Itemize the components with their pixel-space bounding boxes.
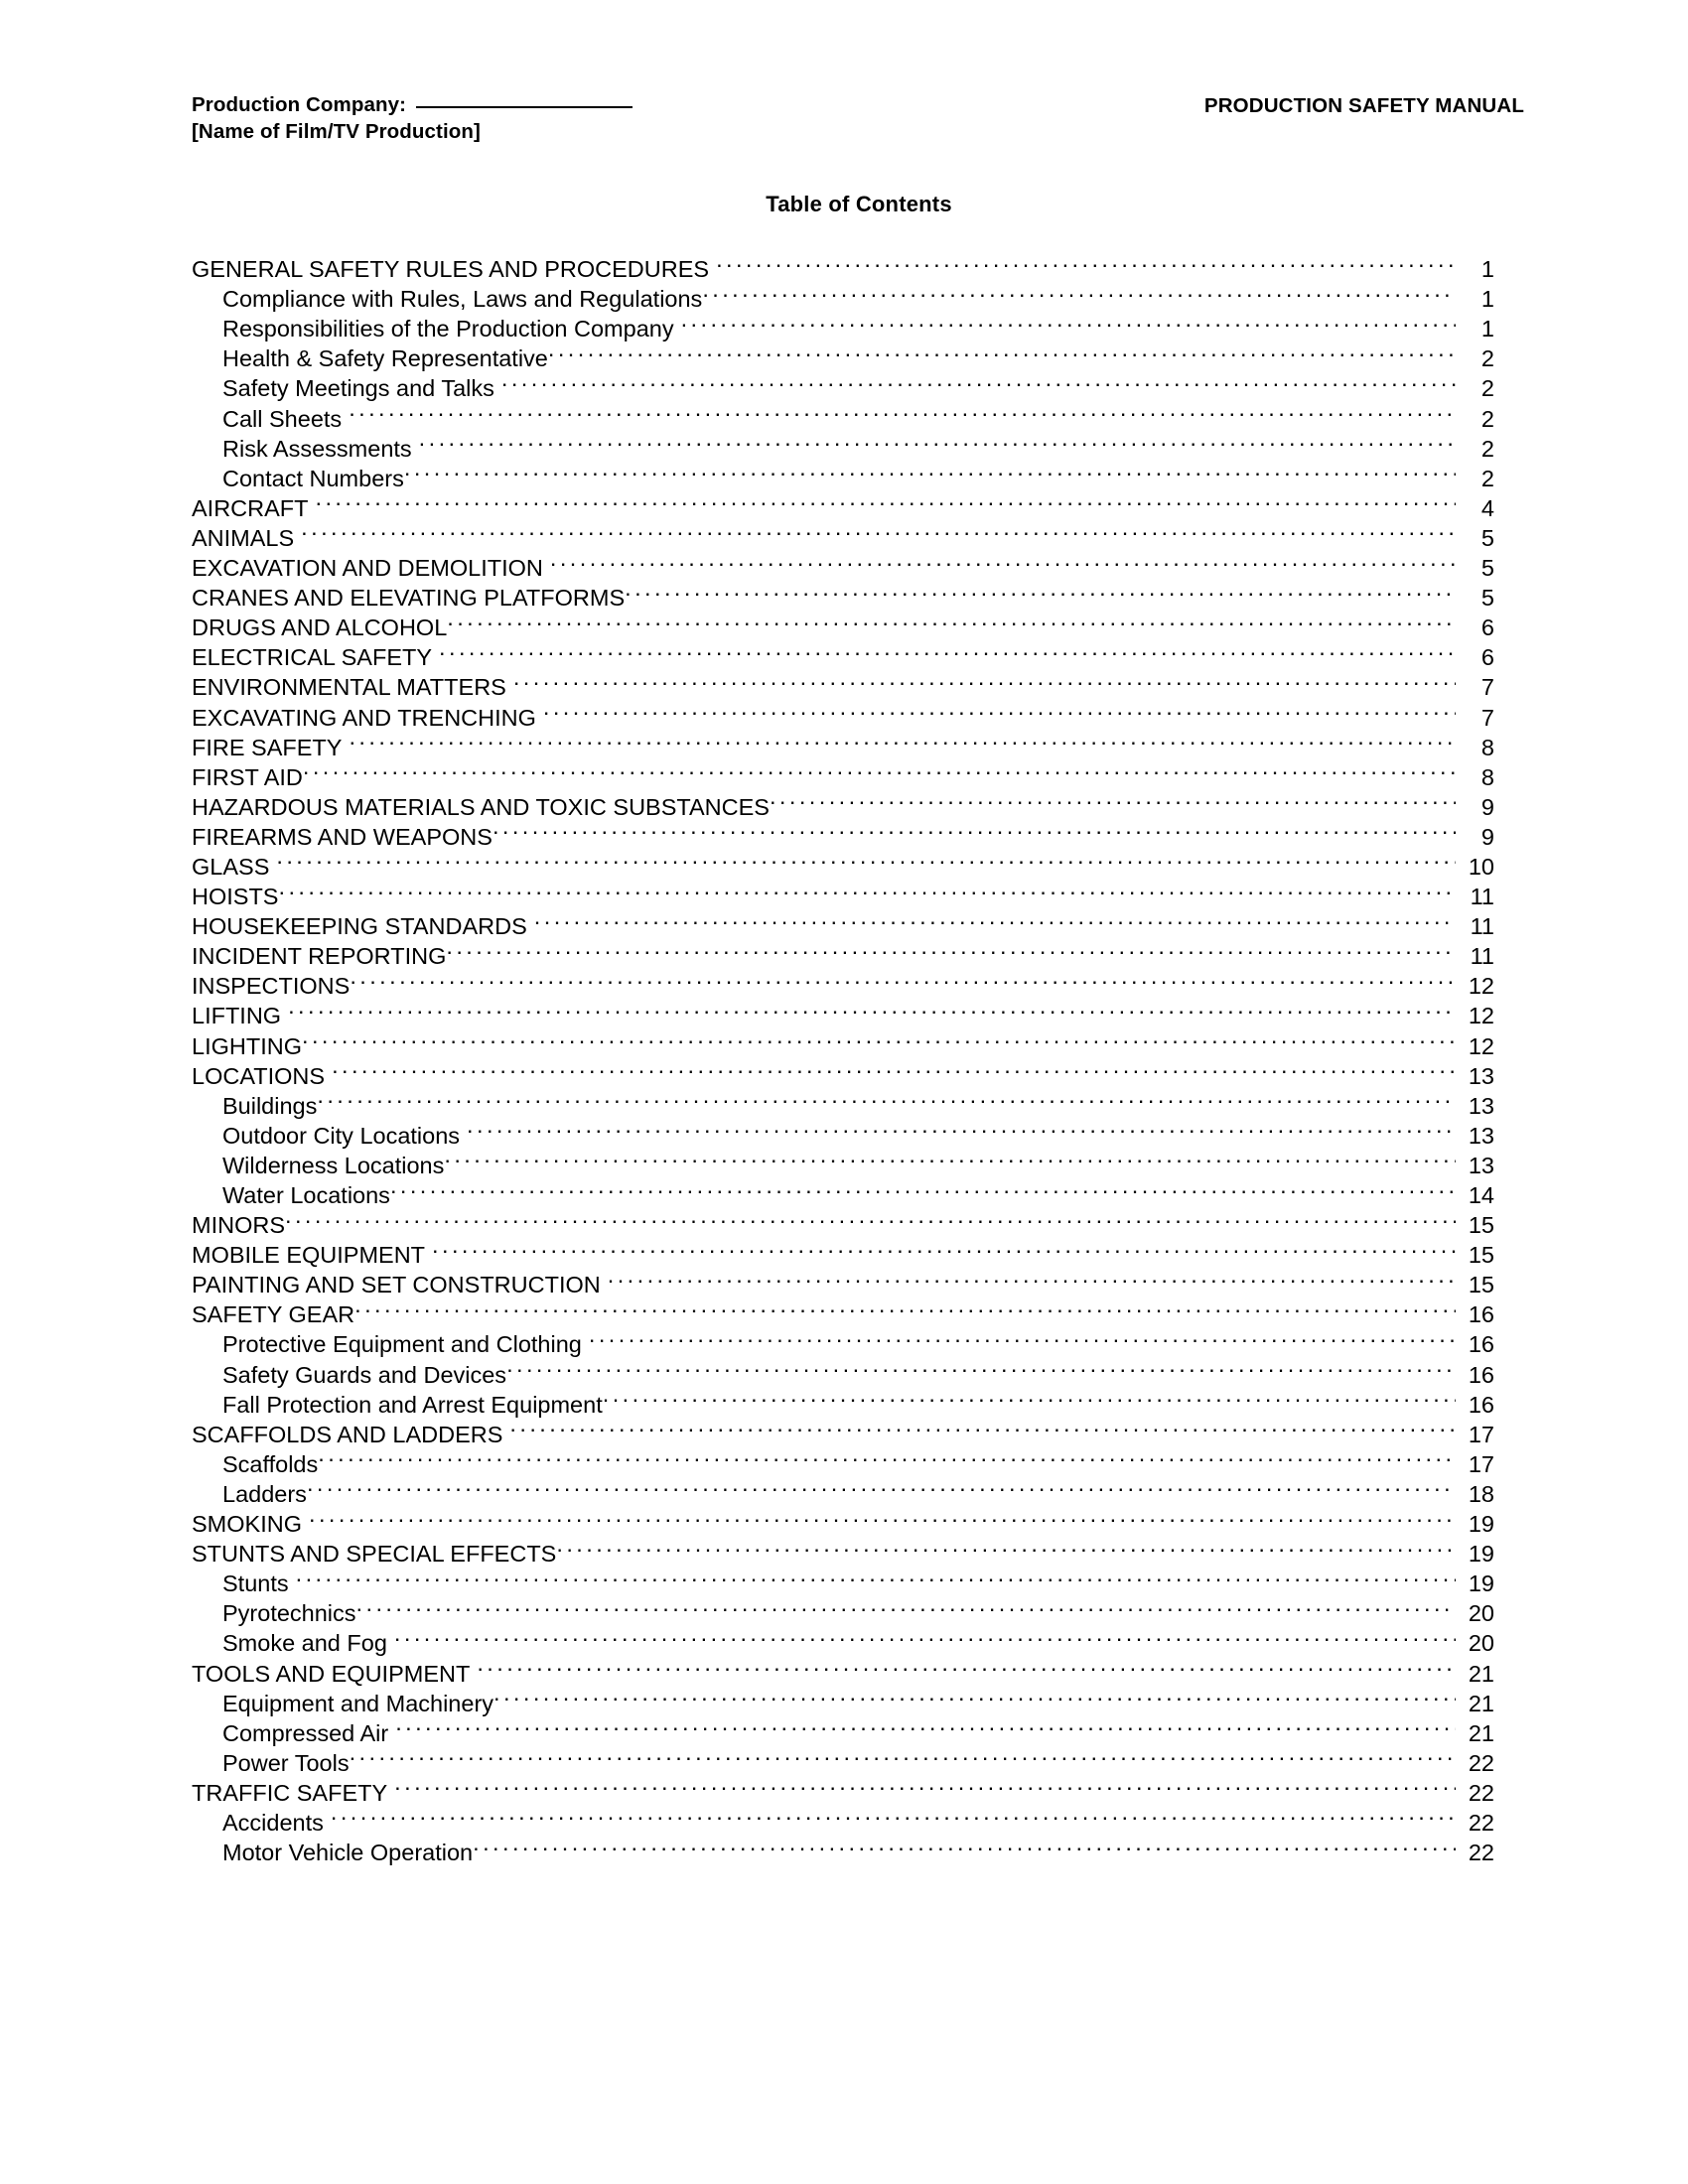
table-of-contents-heading — [0, 192, 1688, 217]
toc-dot-leader — [419, 427, 1456, 457]
toc-entry-page-number: 19 — [1468, 1511, 1494, 1538]
toc-dot-leader — [404, 457, 1456, 486]
toc-entry-page-number: 13 — [1468, 1122, 1494, 1149]
toc-entry-page-number: 2 — [1480, 465, 1494, 491]
toc-dot-leader — [447, 606, 1456, 635]
toc-dot-leader — [492, 815, 1456, 845]
toc-dot-leader — [509, 1413, 1456, 1442]
toc-entry-label: SCAFFOLDS AND LADDERS — [192, 1421, 503, 1447]
toc-entry-page-number: 16 — [1468, 1331, 1494, 1358]
toc-entry-page-number: 12 — [1468, 973, 1494, 1000]
toc-dot-leader — [394, 1771, 1456, 1801]
toc-dot-leader — [473, 1831, 1456, 1860]
toc-entry-page-number: 20 — [1468, 1600, 1494, 1627]
toc-dot-leader — [303, 755, 1456, 785]
toc-dot-leader — [331, 1801, 1456, 1831]
toc-dot-leader — [770, 785, 1456, 815]
toc-entry-label: Scaffolds — [222, 1450, 319, 1477]
toc-entry-label: FIREARMS AND WEAPONS — [192, 823, 492, 850]
toc-entry[interactable] — [192, 994, 1494, 1029]
toc-entry[interactable] — [192, 875, 1494, 910]
toc-entry-label: FIRE SAFETY — [192, 734, 343, 760]
toc-entry-page-number: 22 — [1468, 1779, 1494, 1806]
toc-dot-leader — [354, 1293, 1456, 1322]
toc-entry[interactable] — [192, 1233, 1494, 1269]
toc-entry-label: LOCATIONS — [192, 1062, 326, 1089]
production-company-line — [192, 91, 633, 118]
toc-entry-page-number: 5 — [1480, 524, 1494, 551]
toc-entry-page-number: 8 — [1480, 734, 1494, 760]
toc-entry-label: Contact Numbers — [222, 465, 404, 491]
toc-entry-page-number: 9 — [1480, 793, 1494, 820]
toc-entry[interactable] — [192, 1293, 1494, 1328]
toc-entry-page-number: 1 — [1480, 316, 1494, 342]
toc-entry-page-number: 16 — [1468, 1391, 1494, 1418]
toc-dot-leader — [350, 964, 1456, 994]
toc-dot-leader — [548, 337, 1456, 366]
toc-entry-label: Smoke and Fog — [222, 1630, 387, 1657]
toc-entry-page-number: 16 — [1468, 1361, 1494, 1388]
toc-entry-label: TOOLS AND EQUIPMENT — [192, 1660, 471, 1687]
toc-dot-leader — [316, 486, 1457, 516]
toc-entry[interactable] — [192, 1322, 1494, 1358]
toc-entry-label: Compressed Air — [222, 1719, 389, 1746]
toc-entry-page-number: 21 — [1468, 1690, 1494, 1716]
toc-entry-page-number: 6 — [1480, 614, 1494, 641]
toc-entry-page-number: 6 — [1480, 644, 1494, 671]
toc-entry-label: Outdoor City Locations — [222, 1122, 461, 1149]
toc-dot-leader — [603, 1383, 1456, 1413]
toc-entry-page-number: 18 — [1468, 1480, 1494, 1507]
toc-dot-leader — [285, 1203, 1456, 1233]
toc-dot-leader — [356, 1591, 1456, 1621]
toc-entry-page-number: 17 — [1468, 1450, 1494, 1477]
toc-entry-page-number: 2 — [1480, 345, 1494, 372]
toc-dot-leader — [288, 994, 1456, 1024]
production-company-label: Production Company: — [192, 93, 407, 116]
toc-entry[interactable] — [192, 516, 1494, 551]
toc-entry-label: Fall Protection and Arrest Equipment — [222, 1391, 603, 1418]
toc-entry[interactable] — [192, 427, 1494, 462]
toc-entry[interactable] — [192, 1621, 1494, 1657]
toc-entry-label: INCIDENT REPORTING — [192, 943, 447, 970]
toc-entry[interactable] — [192, 904, 1494, 940]
toc-entry-page-number: 13 — [1468, 1092, 1494, 1119]
toc-entry-label: PAINTING AND SET CONSTRUCTION — [192, 1272, 601, 1298]
toc-entry-label: ANIMALS — [192, 524, 295, 551]
toc-entry[interactable] — [192, 1203, 1494, 1239]
document-title: PRODUCTION SAFETY MANUAL — [1203, 94, 1524, 117]
toc-entry-page-number: 13 — [1468, 1062, 1494, 1089]
toc-entry-label: ELECTRICAL SAFETY — [192, 644, 433, 671]
toc-dot-leader — [556, 1532, 1456, 1562]
toc-entry-label: STUNTS AND SPECIAL EFFECTS — [192, 1541, 557, 1568]
toc-entry-label: Responsibilities of the Production Company — [222, 316, 674, 342]
toc-entry-label: Pyrotechnics — [222, 1600, 356, 1627]
toc-dot-leader — [349, 396, 1456, 426]
toc-entry-page-number: 16 — [1468, 1301, 1494, 1328]
toc-entry-page-number: 5 — [1480, 585, 1494, 612]
toc-dot-leader — [446, 934, 1456, 964]
toc-dot-leader — [317, 1084, 1456, 1114]
toc-entry-page-number: 9 — [1480, 823, 1494, 850]
toc-dot-leader — [534, 904, 1456, 934]
toc-dot-leader — [296, 1562, 1456, 1591]
table-of-contents-heading-text: Table of Contents — [766, 192, 952, 216]
toc-entry-page-number: 21 — [1468, 1719, 1494, 1746]
toc-entry-label: Compliance with Rules, Laws and Regulations — [222, 286, 703, 313]
toc-entry[interactable] — [192, 845, 1494, 880]
toc-entry-label: EXCAVATION AND DEMOLITION — [192, 555, 543, 582]
toc-dot-leader — [278, 875, 1456, 904]
toc-entry-page-number: 22 — [1468, 1749, 1494, 1776]
toc-dot-leader — [318, 1442, 1456, 1472]
toc-entry-label: FIRST AID — [192, 763, 303, 790]
toc-dot-leader — [702, 277, 1456, 307]
toc-dot-leader — [477, 1651, 1456, 1681]
toc-entry-label: HOUSEKEEPING STANDARDS — [192, 913, 527, 940]
toc-entry[interactable] — [192, 396, 1494, 432]
toc-entry-label: Safety Guards and Devices — [222, 1361, 507, 1388]
toc-entry-label: Ladders — [222, 1480, 307, 1507]
toc-dot-leader — [589, 1322, 1456, 1352]
toc-entry-page-number: 22 — [1468, 1840, 1494, 1866]
production-company-fill-in-line[interactable] — [416, 106, 633, 108]
toc-dot-leader — [307, 1472, 1456, 1502]
toc-entry-label: Accidents — [222, 1809, 324, 1836]
toc-entry-page-number: 19 — [1468, 1541, 1494, 1568]
toc-entry-page-number: 7 — [1480, 704, 1494, 731]
toc-entry[interactable] — [192, 1442, 1494, 1477]
toc-entry-label: HOISTS — [192, 884, 279, 910]
toc-dot-leader — [439, 635, 1456, 665]
toc-entry-page-number: 14 — [1468, 1182, 1494, 1208]
toc-entry[interactable] — [192, 755, 1494, 790]
toc-dot-leader — [390, 1173, 1456, 1203]
toc-entry-page-number: 11 — [1470, 913, 1494, 940]
toc-dot-leader — [550, 546, 1456, 576]
toc-entry[interactable] — [192, 1024, 1494, 1059]
toc-entry-label: Water Locations — [222, 1182, 390, 1208]
toc-entry[interactable] — [192, 1831, 1494, 1866]
toc-entry[interactable] — [192, 1801, 1494, 1836]
toc-entry-page-number: 13 — [1468, 1152, 1494, 1178]
toc-entry[interactable] — [192, 1771, 1494, 1806]
toc-entry-page-number: 4 — [1480, 494, 1494, 521]
toc-entry[interactable] — [192, 1741, 1494, 1776]
toc-dot-leader — [332, 1054, 1456, 1084]
toc-entry-label: Equipment and Machinery — [222, 1690, 494, 1716]
toc-entry-label: Stunts — [222, 1570, 289, 1597]
toc-entry-label: GLASS — [192, 853, 270, 880]
toc-entry-page-number: 11 — [1470, 884, 1494, 910]
toc-entry-page-number: 15 — [1468, 1242, 1494, 1269]
toc-entry-page-number: 5 — [1480, 555, 1494, 582]
toc-entry-label: LIGHTING — [192, 1032, 302, 1059]
toc-entry-page-number: 17 — [1468, 1421, 1494, 1447]
toc-entry-page-number: 15 — [1468, 1212, 1494, 1239]
toc-entry-page-number: 15 — [1468, 1272, 1494, 1298]
toc-entry-label: HAZARDOUS MATERIALS AND TOXIC SUBSTANCES — [192, 793, 770, 820]
toc-entry-page-number: 2 — [1480, 405, 1494, 432]
production-company-block — [192, 91, 633, 146]
toc-entry-page-number: 12 — [1468, 1032, 1494, 1059]
toc-dot-leader — [395, 1711, 1456, 1741]
toc-entry-page-number: 12 — [1468, 1003, 1494, 1029]
toc-dot-leader — [681, 307, 1456, 337]
toc-entry-page-number: 8 — [1480, 763, 1494, 790]
toc-entry[interactable] — [192, 1532, 1494, 1568]
toc-entry[interactable] — [192, 486, 1494, 521]
toc-entry-label: MINORS — [192, 1212, 285, 1239]
toc-entry-page-number: 11 — [1470, 943, 1494, 970]
toc-entry-label: Risk Assessments — [222, 435, 412, 462]
toc-entry[interactable] — [192, 247, 1494, 283]
toc-entry-page-number: 2 — [1480, 435, 1494, 462]
toc-entry-page-number: 19 — [1468, 1570, 1494, 1597]
toc-entry-label: MOBILE EQUIPMENT — [192, 1242, 426, 1269]
toc-entry-label: Motor Vehicle Operation — [222, 1840, 474, 1866]
toc-dot-leader — [608, 1263, 1456, 1293]
toc-dot-leader — [493, 1682, 1456, 1711]
toc-entry[interactable] — [192, 1084, 1494, 1119]
toc-entry-label: CRANES AND ELEVATING PLATFORMS — [192, 585, 626, 612]
toc-dot-leader — [625, 576, 1456, 606]
production-name-placeholder: [Name of Film/TV Production] — [192, 120, 481, 144]
toc-entry-label: Safety Meetings and Talks — [222, 375, 494, 402]
toc-entry-label: GENERAL SAFETY RULES AND PROCEDURES — [192, 256, 710, 283]
toc-entry-page-number: 7 — [1480, 674, 1494, 701]
toc-entry-label: INSPECTIONS — [192, 973, 351, 1000]
toc-entry-label: Protective Equipment and Clothing — [222, 1331, 582, 1358]
document-header — [192, 91, 1524, 146]
toc-entry-page-number: 21 — [1468, 1660, 1494, 1687]
toc-entry-label: Call Sheets — [222, 405, 343, 432]
toc-entry-label: DRUGS AND ALCOHOL — [192, 614, 448, 641]
toc-dot-leader — [467, 1114, 1456, 1144]
toc-entry[interactable] — [192, 1502, 1494, 1538]
toc-dot-leader — [506, 1352, 1456, 1382]
toc-dot-leader — [444, 1144, 1456, 1173]
toc-dot-leader — [302, 1024, 1456, 1053]
toc-entry[interactable] — [192, 1472, 1494, 1507]
toc-dot-leader — [432, 1233, 1456, 1263]
toc-entry-page-number: 2 — [1480, 375, 1494, 402]
toc-dot-leader — [501, 366, 1456, 396]
toc-entry-label: Buildings — [222, 1092, 318, 1119]
toc-dot-leader — [309, 1502, 1456, 1532]
table-of-contents-list — [192, 247, 1494, 1866]
toc-entry-label: TRAFFIC SAFETY — [192, 1779, 388, 1806]
toc-entry-label: EXCAVATING AND TRENCHING — [192, 704, 536, 731]
toc-entry[interactable] — [192, 785, 1494, 820]
toc-dot-leader — [513, 665, 1456, 695]
toc-entry[interactable] — [192, 1562, 1494, 1597]
toc-entry[interactable] — [192, 1054, 1494, 1089]
toc-dot-leader — [349, 726, 1456, 755]
toc-dot-leader — [301, 516, 1456, 546]
toc-entry[interactable] — [192, 1591, 1494, 1627]
toc-entry[interactable] — [192, 964, 1494, 1000]
toc-entry[interactable] — [192, 1114, 1494, 1149]
toc-dot-leader — [276, 845, 1456, 875]
toc-entry-page-number: 1 — [1480, 286, 1494, 313]
toc-dot-leader — [716, 247, 1456, 277]
toc-entry-page-number: 20 — [1468, 1630, 1494, 1657]
toc-entry-label: ENVIRONMENTAL MATTERS — [192, 674, 506, 701]
toc-entry-label: LIFTING — [192, 1003, 282, 1029]
toc-entry-page-number: 1 — [1480, 256, 1494, 283]
toc-entry[interactable] — [192, 546, 1494, 582]
toc-entry-label: SAFETY GEAR — [192, 1301, 355, 1328]
toc-dot-leader — [543, 695, 1456, 725]
toc-entry-label: Wilderness Locations — [222, 1152, 445, 1178]
toc-entry-label: AIRCRAFT — [192, 494, 309, 521]
toc-dot-leader — [394, 1621, 1456, 1651]
toc-entry[interactable] — [192, 726, 1494, 760]
toc-entry-label: Health & Safety Representative — [222, 345, 548, 372]
toc-entry-page-number: 10 — [1468, 853, 1494, 880]
toc-entry-label: Power Tools — [222, 1749, 350, 1776]
toc-dot-leader — [350, 1741, 1456, 1771]
toc-entry-label: SMOKING — [192, 1511, 302, 1538]
toc-entry-page-number: 22 — [1468, 1809, 1494, 1836]
